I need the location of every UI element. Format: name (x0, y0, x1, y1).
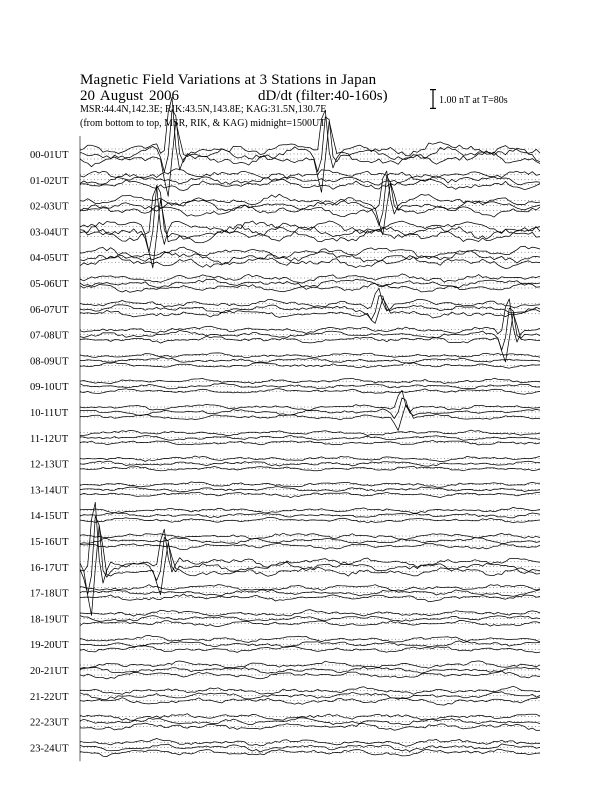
hour-label: 15-16UT (30, 537, 69, 548)
station-trace-msr (80, 723, 540, 730)
station-trace-rik (80, 461, 540, 466)
station-trace-msr (80, 492, 540, 498)
hour-label: 13-14UT (30, 485, 69, 497)
station-trace-msr (80, 363, 540, 369)
chart-quantity: dD/dt (filter:40-160s) (258, 88, 388, 104)
hour-label: 09-10UT (30, 382, 69, 394)
station-trace-rik (80, 538, 540, 544)
station-trace-msr (80, 405, 540, 431)
hour-label: 20-21UT (30, 666, 69, 677)
hour-label: 18-19UT (30, 614, 69, 626)
hour-label: 12-13UT (30, 459, 69, 471)
station-trace-rik (80, 174, 540, 186)
hour-label: 03-04UT (30, 227, 69, 239)
chart-date: 20 August 2006 (80, 88, 180, 104)
station-order-note: (from bottom to top, MSR, RIK, & KAG) midnight=1500UT (80, 118, 326, 129)
hour-label: 00-01UT (30, 150, 69, 161)
station-trace-msr (80, 543, 540, 549)
station-trace-rik (80, 110, 540, 172)
hour-label: 04-05UT (30, 253, 69, 265)
scale-bar-label: 1.00 nT at T=80s (439, 95, 508, 106)
station-trace-rik (80, 692, 540, 700)
chart-title: Magnetic Field Variations at 3 Stations in Japan (80, 72, 377, 88)
station-trace-rik (80, 383, 540, 389)
station-trace-msr (80, 749, 540, 756)
station-trace-kag (80, 456, 540, 462)
hour-label: 07-08UT (30, 330, 69, 342)
station-trace-msr (80, 671, 540, 679)
station-trace-rik (80, 513, 540, 518)
station-trace-kag (80, 610, 540, 617)
hour-label: 10-11UT (30, 408, 69, 419)
station-trace-kag (80, 378, 540, 383)
station-trace-kag (80, 430, 540, 436)
station-trace-rik (80, 744, 540, 752)
station-trace-msr (80, 646, 540, 653)
hour-label: 01-02UT (30, 175, 69, 187)
station-trace-msr (80, 256, 540, 269)
station-trace-msr (80, 525, 540, 615)
station-trace-msr (80, 389, 540, 395)
station-trace-rik (80, 176, 540, 225)
hour-label: 16-17UT (30, 562, 69, 574)
station-trace-kag (80, 288, 540, 311)
station-trace-msr (80, 697, 540, 705)
station-trace-kag (80, 533, 540, 539)
station-trace-rik (80, 185, 540, 252)
station-trace-rik (80, 718, 540, 725)
station-trace-kag (80, 686, 540, 694)
station-trace-kag (80, 507, 540, 513)
station-trace-msr (80, 466, 540, 471)
station-trace-rik (80, 296, 540, 320)
station-trace-msr (80, 121, 540, 196)
station-trace-kag (80, 585, 540, 591)
station-trace-kag (80, 661, 540, 669)
station-trace-rik (80, 641, 540, 647)
hour-label: 19-20UT (30, 640, 69, 652)
station-trace-kag (80, 186, 540, 244)
hour-label: 08-09UT (30, 356, 69, 368)
station-trace-rik (80, 487, 540, 492)
station-trace-kag (80, 169, 540, 182)
hour-label: 23-24UT (30, 743, 69, 755)
station-trace-kag (80, 390, 540, 412)
station-trace-rik (80, 616, 540, 622)
station-trace-kag (80, 171, 540, 214)
station-trace-rik (80, 436, 540, 441)
station-trace-msr (80, 621, 540, 627)
station-trace-kag (80, 635, 540, 642)
station-trace-msr (80, 440, 540, 445)
station-trace-rik (80, 667, 540, 673)
station-coordinates: MSR:44.4N,142.3E; RIK:43.5N,143.8E; KAG:31.5N,130.7E (80, 104, 327, 115)
hour-label: 02-03UT (30, 201, 69, 213)
station-trace-rik (80, 590, 540, 597)
station-trace-rik (80, 358, 540, 363)
station-trace-msr (80, 183, 540, 235)
hour-label: 05-06UT (30, 279, 69, 290)
station-trace-msr (80, 517, 540, 522)
station-trace-kag (80, 482, 540, 487)
hour-label: 14-15UT (30, 511, 69, 523)
hour-label: 22-23UT (30, 717, 69, 729)
hour-label: 11-12UT (30, 433, 69, 445)
hour-label: 06-07UT (30, 304, 69, 316)
station-trace-rik (80, 516, 540, 594)
station-trace-kag (80, 274, 540, 283)
station-trace-msr (80, 313, 540, 362)
hour-label: 17-18UT (30, 588, 69, 600)
station-trace-msr (80, 594, 540, 602)
hour-label: 21-22UT (30, 691, 69, 703)
station-trace-kag (80, 353, 540, 358)
